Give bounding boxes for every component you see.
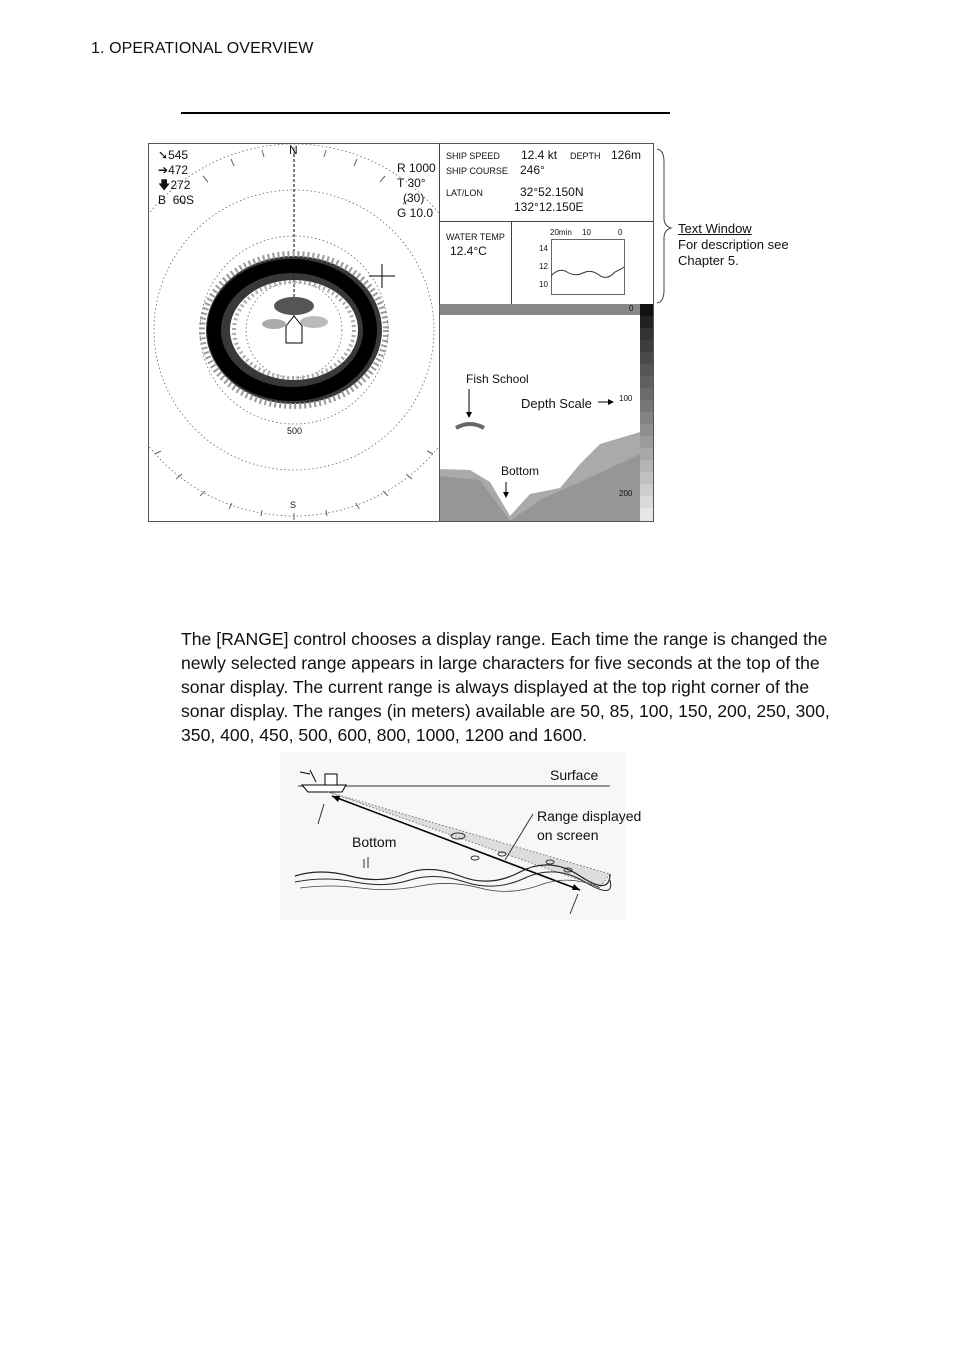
text-window-callout (678, 221, 789, 269)
gain-setting: G 10.0 (397, 206, 434, 220)
marker-b-value: 60S (172, 193, 195, 207)
range-displayed-line-2: on screen (537, 827, 599, 843)
depth-tick-200: 200 (619, 489, 633, 498)
ship-icon (286, 316, 302, 343)
graph-y-14: 14 (539, 244, 548, 253)
bottom-label: Bottom (501, 464, 540, 478)
section-rule (181, 112, 670, 114)
sonar-figure (148, 143, 654, 522)
zero-line-band (440, 304, 640, 315)
text-window-vdivider (511, 222, 512, 304)
range-setting: R 1000 (397, 161, 436, 175)
latlon-label: LAT/LON (446, 188, 483, 198)
range-displayed-label (537, 807, 641, 845)
marker-3: 272 (170, 178, 191, 192)
arrow-right-icon: ➔ (158, 163, 169, 177)
graph-time-20: 20min (550, 228, 572, 237)
graph-y-10: 10 (539, 280, 548, 289)
text-window (439, 143, 654, 305)
ring-range-label: 500 (287, 426, 303, 436)
marker-2: 472 (168, 163, 189, 177)
marker-1: 545 (168, 148, 189, 162)
north-label: N (289, 143, 298, 157)
water-temp-value: 12.4°C (450, 244, 487, 258)
echo-sounder-window (439, 304, 654, 522)
range-paragraph: The [RANGE] control chooses a display range. Each time the range is changed the newly selected range appears in large characters for five seconds at the top of the sonar display. The current range is always displayed at the top right corner of the sonar display. The ranges (in meters) available are 50, 85, 100, 150, 200, 250, 300, 350, 400, 450, 500, 600, 800, 1000, 1200 and 1600. (181, 629, 830, 745)
water-temp-graph (551, 239, 625, 295)
longitude-value: 132°12.150E (514, 200, 584, 214)
diagram-bottom-label: Bottom (352, 834, 397, 850)
marker-b-label: B (158, 193, 167, 207)
latitude-value: 32°52.150N (520, 185, 584, 199)
ship-speed-label: SHIP SPEED (446, 151, 500, 161)
range-description (181, 627, 851, 747)
marker-list (158, 148, 194, 208)
depth-label: DEPTH (570, 151, 601, 161)
bottom-arrow-icon (503, 492, 509, 498)
page-header: 1. OPERATIONAL OVERVIEW (91, 40, 314, 57)
range-diagram (280, 752, 660, 922)
callout-line-2: Chapter 5. (678, 253, 739, 268)
scale-arrow-icon (608, 399, 614, 405)
depth-tick-100: 100 (619, 394, 633, 403)
depth-color-scale (640, 304, 653, 521)
text-window-divider (440, 221, 653, 222)
tilt-setting: T 30° (397, 176, 426, 190)
fish-school-echo (456, 424, 484, 428)
ship-course-value: 246° (520, 163, 545, 177)
arrow-down-icon: 🡇 (158, 178, 171, 192)
cursor-cross-icon (369, 264, 395, 288)
south-label: S (290, 500, 297, 510)
graph-time-0: 0 (618, 228, 623, 237)
fish-school-label: Fish School (466, 372, 529, 386)
arrow-down-right-icon: ➘ (158, 148, 169, 162)
tilt-auto-setting: (30) (403, 191, 425, 205)
callout-title: Text Window (678, 221, 752, 236)
graph-y-12: 12 (539, 262, 548, 271)
sonar-settings (397, 161, 436, 221)
depth-tick-0: 0 (629, 304, 634, 313)
sonar-display (148, 143, 440, 522)
water-temp-label: WATER TEMP (446, 232, 505, 242)
ship-course-label: SHIP COURSE (446, 166, 508, 176)
graph-time-10: 10 (582, 228, 591, 237)
callout-line-1: For description see (678, 237, 789, 252)
text-window-brace (655, 148, 675, 304)
fish-arrow-icon (466, 412, 472, 418)
surface-label: Surface (550, 767, 599, 783)
depth-value: 126m (611, 148, 642, 162)
range-displayed-line-1: Range displayed (537, 808, 642, 824)
depth-scale-label: Depth Scale (521, 396, 592, 411)
ship-speed-value: 12.4 kt (521, 148, 558, 162)
